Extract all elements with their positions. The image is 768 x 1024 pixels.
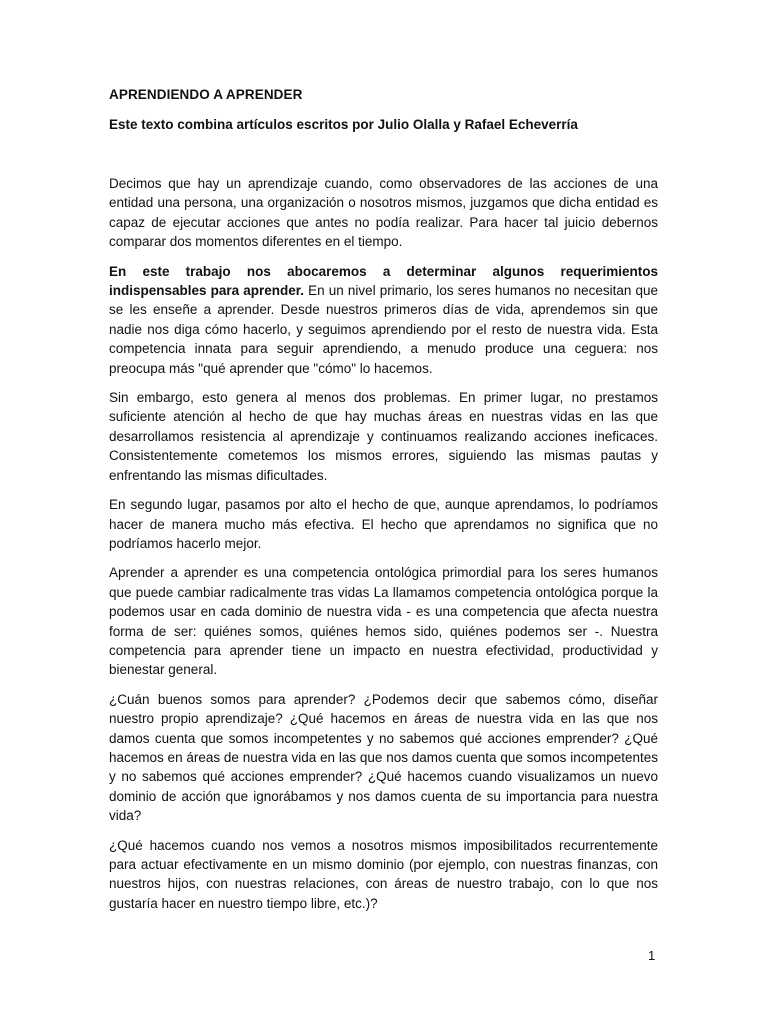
- paragraph-5: [109, 563, 658, 679]
- document-title: APRENDIENDO A APRENDER: [109, 87, 303, 102]
- paragraph-3: [109, 388, 658, 485]
- page-number: 1: [648, 948, 656, 963]
- paragraph-7: [109, 836, 658, 914]
- paragraph-text: En segundo lugar, pasamos por alto el hecho de que, aunque aprendamos, lo podríamos hacer de manera mucho más efectiva. El hecho que aprendamos no significa que no podríamos hacerlo mejor.: [109, 497, 658, 551]
- paragraph-bold-lead: En este trabajo nos abocaremos a determinar algunos requerimientos indispensables para aprender.: [109, 263, 658, 299]
- paragraph-text: ¿Cuán buenos somos para aprender? ¿Podemos decir que sabemos cómo, diseñar nuestro propio aprendizaje? ¿Qué hacemos en áreas de nuestra vida en las que nos damos cuenta que somos incompetentes y no sabemos qué acciones emprender? ¿Qué hacemos en áreas de nuestra vida en las que nos damos cuenta que somos incompetentes y no sabemos qué acciones emprender? ¿Qué hacemos cuando visualizamos un nuevo dominio de acción que ignorábamos y nos damos cuenta de su importancia para nuestra vida?: [109, 691, 658, 824]
- paragraph-4: [109, 495, 658, 553]
- paragraph-6: [109, 690, 658, 826]
- paragraph-text: Sin embargo, esto genera al menos dos problemas. En primer lugar, no prestamos suficiente atención al hecho de que hay muchas áreas en nuestras vidas en las que desarrollamos resistencia al aprendizaje y continuamos realizando acciones ineficaces. Consistentemente cometemos los mismos errores, siguiendo las mismas pautas y enfrentando las mismas dificultades.: [109, 390, 658, 483]
- paragraph-2: [109, 262, 658, 378]
- paragraph-text: Aprender a aprender es una competencia ontológica primordial para los seres humanos que puede cambiar radicalmente tras vidas La llamamos competencia ontológica porque la podemos usar en cada dominio de nuestra vida - es una competencia que afecta nuestra forma de ser: quiénes somos, quiénes hemos sido, quiénes podemos ser -. Nuestra competencia para aprender tiene un impacto en nuestra efectividad, productividad y bienestar general.: [109, 565, 658, 678]
- paragraph-text: ¿Qué hacemos cuando nos vemos a nosotros mismos imposibilitados recurrentemente para actuar efectivamente en un mismo dominio (por ejemplo, con nuestras finanzas, con nuestros hijos, con nuestras relaciones, con áreas de nuestro trabajo, con lo que nos gustaría hacer en nuestro tiempo libre, etc.)?: [109, 837, 658, 911]
- document-subtitle: Este texto combina artículos escritos por Julio Olalla y Rafael Echeverría: [109, 117, 578, 132]
- paragraph-text: En un nivel primario, los seres humanos no necesitan que se les enseñe a aprender. Desde nuestros primeros días de vida, aprendemos sin que nadie nos diga cómo hacerlo, y seguimos aprendiendo por el resto de nuestra vida. Esta competencia innata para seguir aprendiendo, a menudo produce una ceguera: nos preocupa más "qué aprender que "cómo" lo hacemos.: [109, 283, 658, 376]
- paragraph-1: [109, 174, 658, 252]
- paragraph-text: Decimos que hay un aprendizaje cuando, como observadores de las acciones de una entidad una persona, una organización o nosotros mismos, juzgamos que dicha entidad es capaz de ejecutar acciones que antes no podía realizar. Para hacer tal juicio debernos comparar dos momentos diferentes en el tiempo.: [109, 176, 658, 250]
- document-body: [109, 86, 658, 923]
